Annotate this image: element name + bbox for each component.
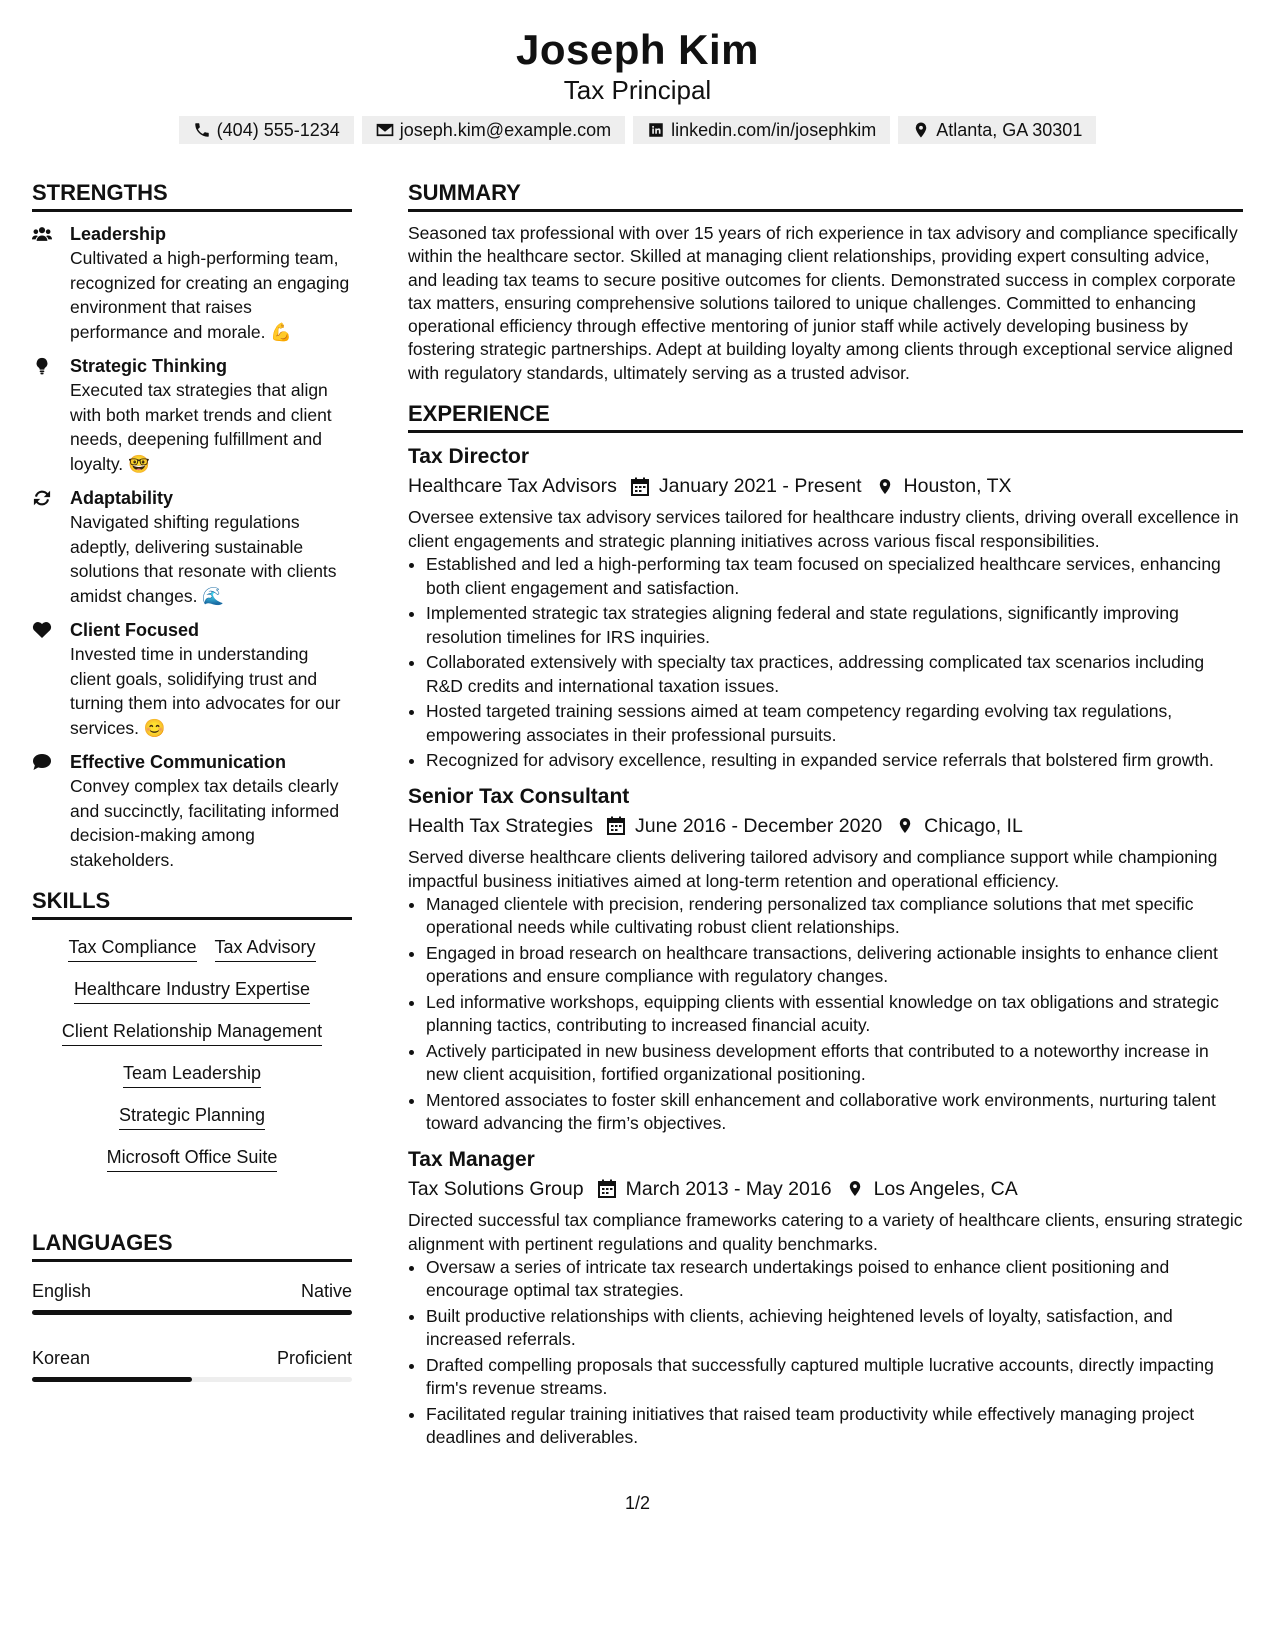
language-level: Proficient: [276, 1348, 352, 1368]
job-bullet: • Facilitated regular training initiatives that raised team productivity while effectively managing project deadlines and deliverables.: [426, 1403, 1243, 1450]
sync-icon: [32, 489, 52, 507]
skills-heading: SKILLS: [32, 886, 352, 920]
language-level-fill: [32, 1310, 352, 1315]
job-bullet: • Engaged in broad research on healthcare transactions, delivering actionable insights to enhance client operations and ensure compliance with regulatory changes.: [426, 942, 1243, 989]
experience-section: [408, 399, 1243, 1450]
map-marker-icon: [912, 121, 930, 139]
job-bullet: • Collaborated extensively with specialty tax practices, addressing complicated tax scenarios including R&D credits and international taxation issues.: [426, 651, 1243, 698]
language-name: English: [32, 1281, 92, 1301]
contact-linkedin-text: linkedin.com/in/josephkim: [671, 120, 877, 140]
resume-header: [0, 0, 1275, 144]
job-bullet: • Established and led a high-performing tax team focused on specialized healthcare services, enhancing both client engagement and satisfaction.: [426, 553, 1243, 600]
job-description: Directed successful tax compliance frameworks catering to a variety of healthcare clients, ensuring strategic alignment with pertinent regulations and quality benchmarks.: [408, 1209, 1243, 1254]
language-item: [32, 1345, 352, 1382]
job-description: Oversee extensive tax advisory services tailored for healthcare industry clients, driving overall excellence in client engagements and strategic planning initiatives across various fiscal responsibilities.: [408, 507, 1239, 552]
map-marker-icon: [846, 1179, 864, 1198]
job-bullet: • Implemented strategic tax strategies aligning federal and state regulations, significantly improving resolution timelines for IRS inquiries.: [426, 602, 1243, 649]
job-bullet: • Actively participated in new business development efforts that contributed to a noteworthy increase in new client acquisition, fortified organizational positioning.: [426, 1040, 1243, 1087]
skill-tag: Strategic Planning: [119, 1102, 265, 1130]
language-level-bar: [32, 1310, 352, 1315]
contact-bar: [0, 116, 1275, 144]
job-bullet: • Drafted compelling proposals that successfully captured multiple lucrative accounts, directly impacting firm's revenue streams.: [426, 1354, 1243, 1401]
job-location: Los Angeles, CA: [873, 1177, 1018, 1200]
skill-tag: Healthcare Industry Expertise: [74, 976, 310, 1004]
skill-tag: Tax Advisory: [215, 934, 316, 962]
job-bullet: • Oversaw a series of intricate tax research undertakings poised to enhance client positioning and encourage optimal tax strategies.: [426, 1256, 1243, 1303]
contact-location: [898, 116, 1096, 144]
job-dates: June 2016 - December 2020: [635, 814, 883, 837]
job-location: Chicago, IL: [924, 814, 1023, 837]
job-company: Tax Solutions Group: [408, 1177, 584, 1200]
strength-desc: Invested time in understanding client goals, solidifying trust and turning them into advocates for our services. 😊: [70, 644, 341, 738]
languages-heading: LANGUAGES: [32, 1228, 352, 1262]
skill-tag: Client Relationship Management: [62, 1018, 322, 1046]
language-level-bar: [32, 1377, 352, 1382]
strength-title: Client Focused: [70, 620, 200, 640]
job-bullet: • Built productive relationships with clients, achieving heightened levels of loyalty, satisfaction, and increased referrals.: [426, 1305, 1243, 1352]
language-name: Korean: [32, 1348, 91, 1368]
strength-item: [32, 354, 352, 476]
job-bullet: • Managed clientele with precision, rendering personalized tax compliance solutions that met specific operational needs while cultivating robust client relationships.: [426, 893, 1243, 940]
job-bullets: [408, 553, 1243, 773]
candidate-name: Joseph Kim: [515, 26, 760, 73]
candidate-title: Tax Principal: [563, 75, 712, 105]
strengths-heading: STRENGTHS: [32, 178, 352, 212]
phone-icon: [193, 121, 211, 139]
language-level-fill: [32, 1377, 192, 1382]
linkedin-icon: [647, 121, 665, 139]
strength-item: [32, 618, 352, 740]
job-bullet: • Mentored associates to foster skill enhancement and collaborative work environments, nurturing talent toward advancing the firm’s objectives.: [426, 1089, 1243, 1136]
languages-section: [32, 1228, 352, 1382]
job-entry: [408, 1146, 1243, 1450]
contact-location-text: Atlanta, GA 30301: [936, 120, 1083, 140]
job-title: Tax Manager: [408, 1147, 535, 1171]
skill-tag: Microsoft Office Suite: [107, 1144, 278, 1172]
strength-title: Effective Communication: [70, 752, 287, 772]
job-title: Tax Director: [408, 445, 529, 469]
page-number: 1/2: [624, 1493, 651, 1513]
skill-tag: Team Leadership: [123, 1060, 261, 1088]
lightbulb-icon: [32, 357, 52, 375]
contact-phone-text: (404) 555-1234: [216, 120, 340, 140]
calendar-icon: [598, 1179, 616, 1198]
strength-title: Leadership: [70, 224, 167, 244]
job-company: Healthcare Tax Advisors: [408, 475, 617, 498]
job-dates: March 2013 - May 2016: [625, 1177, 832, 1200]
job-bullets: [408, 893, 1243, 1136]
strength-desc: Cultivated a high-performing team, recognized for creating an engaging environment that raises performance and morale. 💪: [70, 248, 350, 342]
contact-email[interactable]: [362, 116, 625, 144]
strength-title: Adaptability: [70, 488, 174, 508]
strength-item: [32, 222, 352, 344]
experience-heading: EXPERIENCE: [408, 399, 1243, 433]
right-column: [408, 178, 1243, 1460]
calendar-icon: [607, 816, 625, 835]
skill-tag: Tax Compliance: [68, 934, 196, 962]
job-bullet: • Recognized for advisory excellence, resulting in expanded service referrals that bolstered firm growth.: [426, 749, 1243, 773]
strength-item: [32, 750, 352, 872]
job-entry: [408, 443, 1243, 773]
job-title: Senior Tax Consultant: [408, 784, 630, 808]
language-level: Native: [300, 1281, 352, 1301]
summary-text: Seasoned tax professional with over 15 years of rich experience in tax advisory and compliance specifically within the healthcare sector. Skilled at managing client relationships, providing expert consulting advice, and leading tax teams to secure positive outcomes for clients. Demonstrated success in complex corporate tax matters, ensuring comprehensive solutions tailored to unique challenges. Committed to enhancing operational efficiency through effective mentoring of junior staff while actively developing business by fostering strategic partnerships. Adept at building loyalty among clients through exceptional service aligned with regulatory standards, ultimately serving as a trusted advisor.: [408, 223, 1238, 383]
job-description: Served diverse healthcare clients delivering tailored advisory and compliance support while championing impactful business initiatives aimed at long-term retention and operational efficiency.: [408, 846, 1218, 891]
strength-desc: Navigated shifting regulations adeptly, delivering sustainable solutions that resonate with clients amidst changes. 🌊: [70, 512, 337, 606]
resume-body: [32, 178, 1245, 1460]
language-item: [32, 1278, 352, 1315]
skills-list: [32, 930, 352, 1200]
job-bullets: [408, 1256, 1243, 1450]
strength-desc: Executed tax strategies that align with both market trends and client needs, deepening fulfillment and loyalty. 🤓: [70, 380, 332, 474]
contact-linkedin[interactable]: [633, 116, 890, 144]
heart-icon: [32, 621, 52, 639]
job-location: Houston, TX: [903, 475, 1012, 498]
job-company: Health Tax Strategies: [408, 814, 593, 837]
users-icon: [32, 225, 52, 243]
envelope-icon: [376, 121, 394, 139]
comment-icon: [32, 753, 52, 771]
map-marker-icon: [896, 816, 914, 835]
job-dates: January 2021 - Present: [658, 475, 862, 498]
contact-phone[interactable]: [179, 116, 354, 144]
job-entry: [408, 783, 1243, 1136]
strength-title: Strategic Thinking: [70, 356, 228, 376]
job-bullet: • Led informative workshops, equipping clients with essential knowledge on tax obligations and strategic planning tactics, contributing to increased financial acuity.: [426, 991, 1243, 1038]
job-bullet: • Hosted targeted training sessions aimed at team competency regarding evolving tax regulations, empowering associates in their professional pursuits.: [426, 700, 1243, 747]
strength-desc: Convey complex tax details clearly and succinctly, facilitating informed decision-making among stakeholders.: [70, 776, 340, 870]
contact-email-text: joseph.kim@example.com: [399, 120, 612, 140]
calendar-icon: [631, 477, 649, 496]
summary-heading: SUMMARY: [408, 178, 1243, 212]
strength-item: [32, 486, 352, 608]
summary-section: [408, 178, 1243, 385]
skills-section: [32, 886, 352, 1200]
map-marker-icon: [876, 477, 894, 496]
strengths-section: [32, 178, 352, 872]
left-column: [32, 178, 352, 1460]
